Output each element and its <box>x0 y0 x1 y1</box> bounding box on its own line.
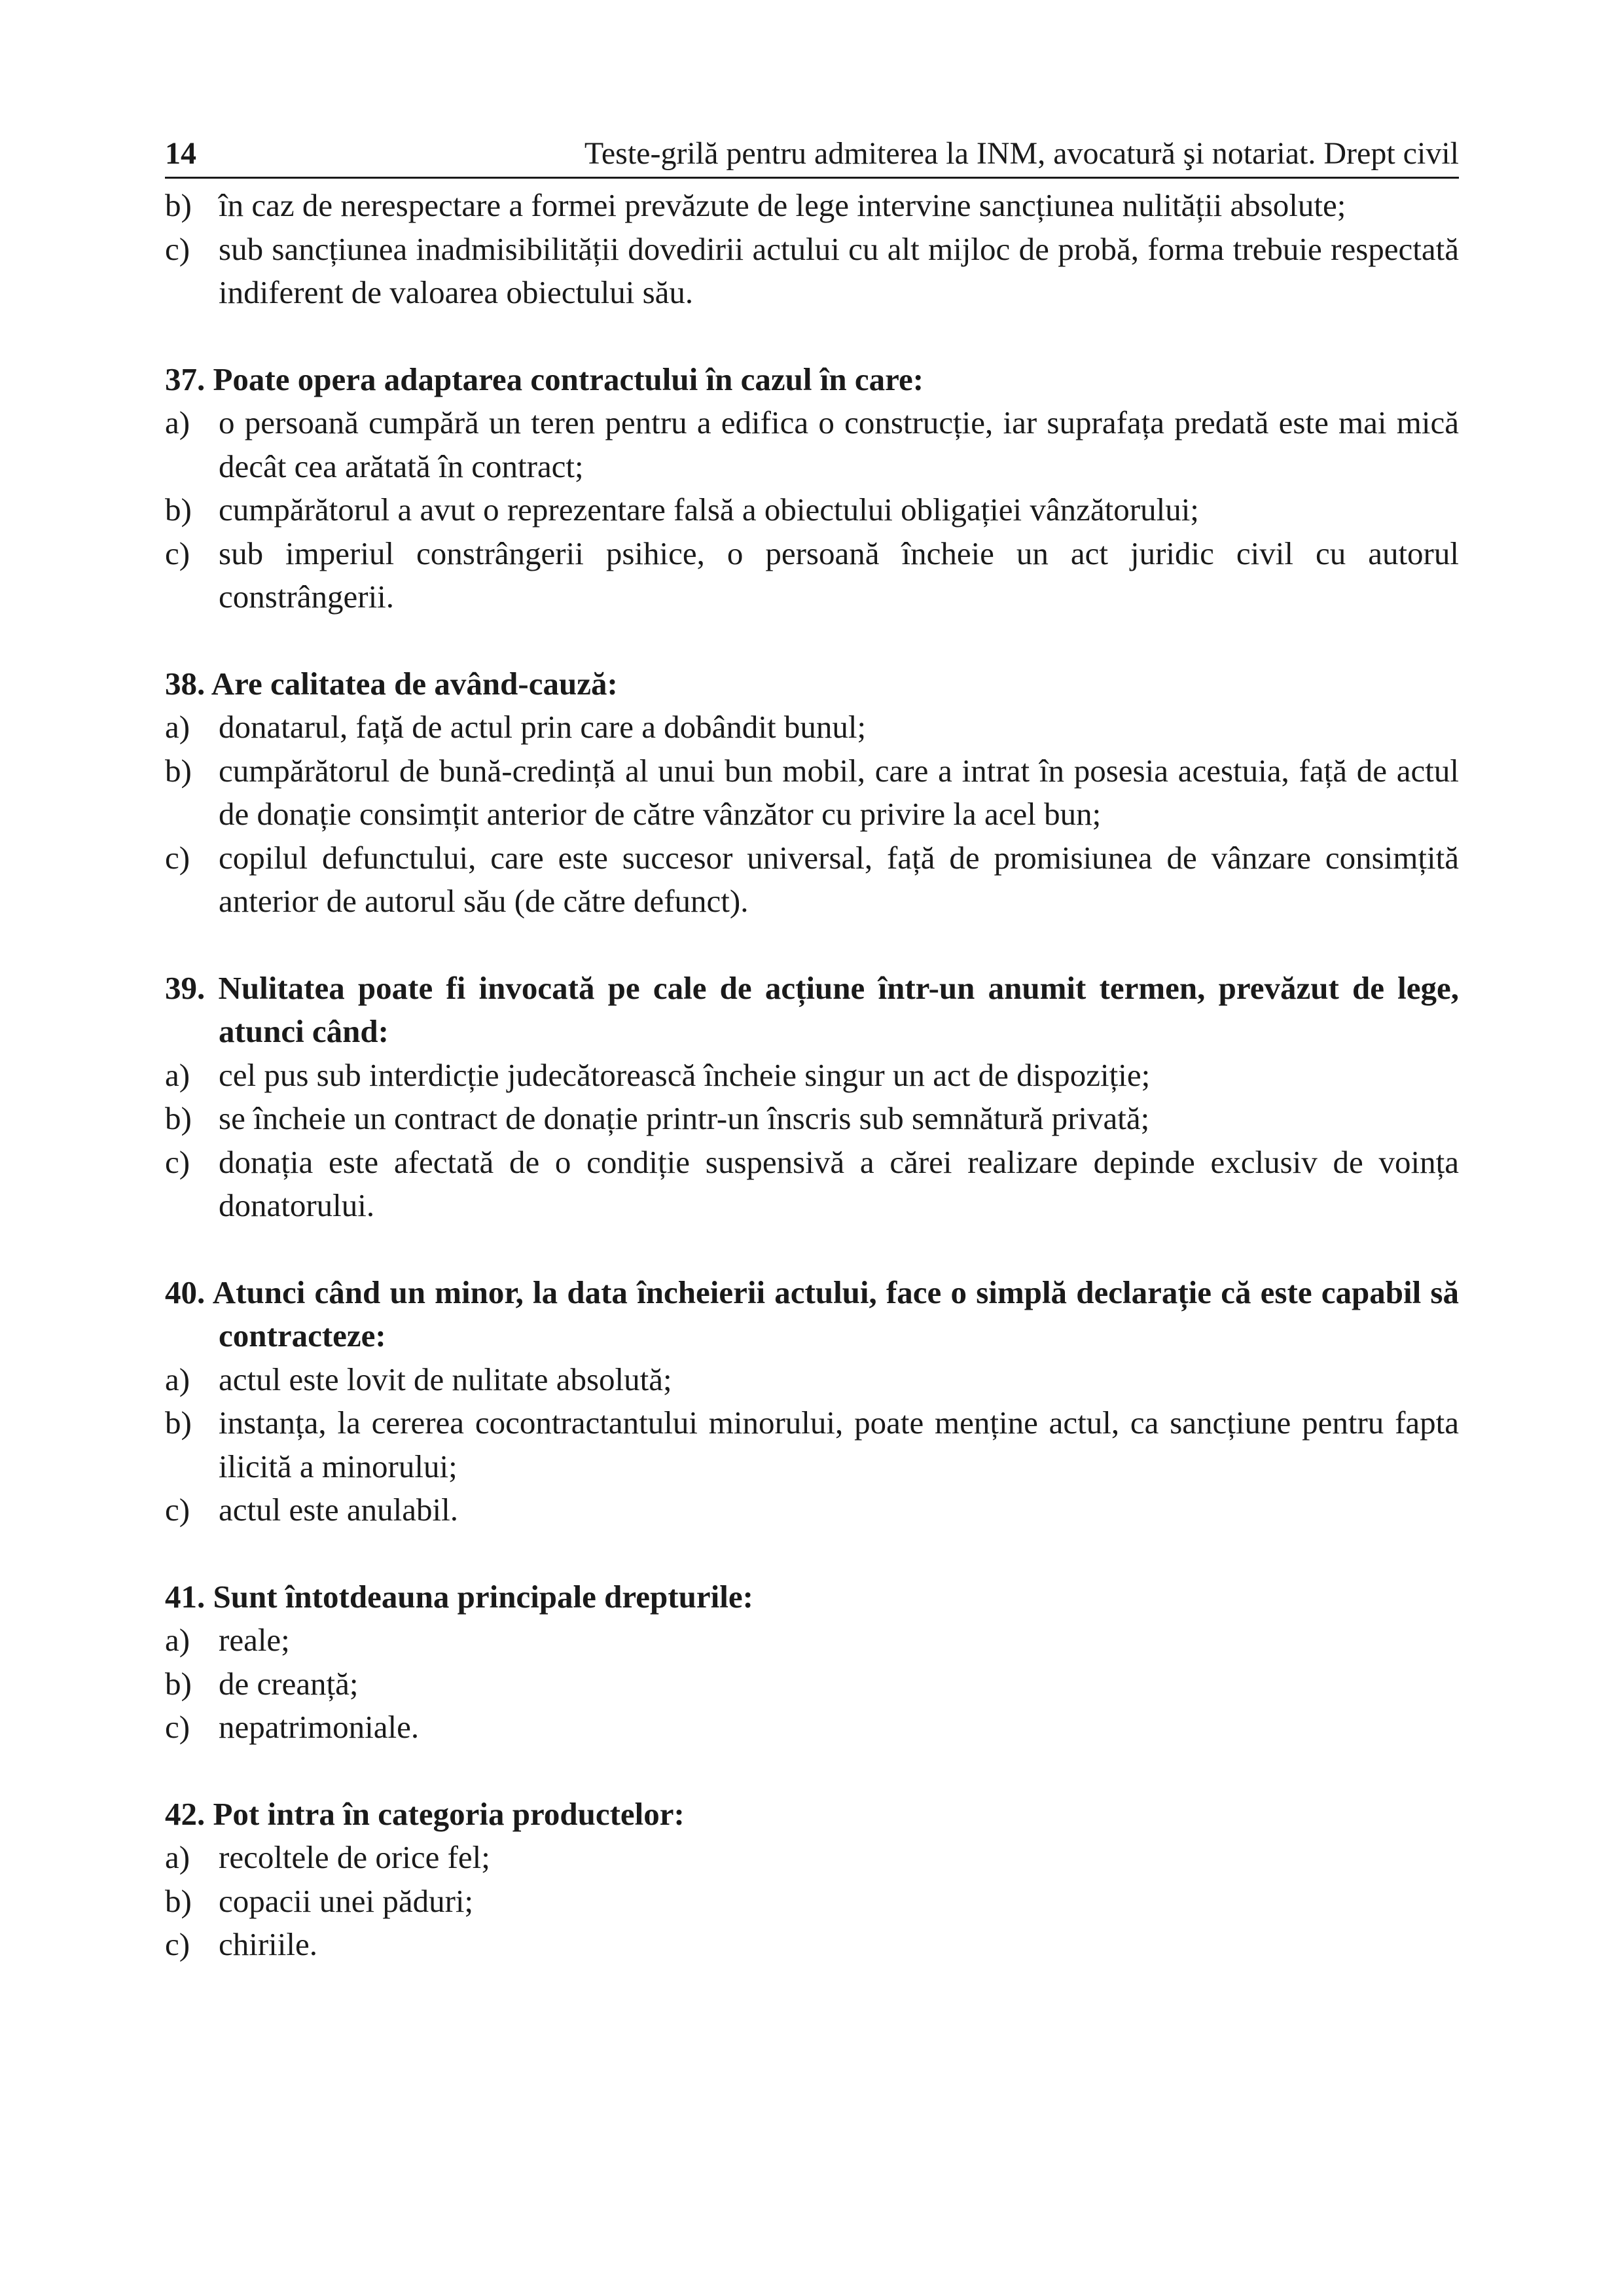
question-39 <box>165 967 1459 1228</box>
option-text: sub imperiul constrângerii psihice, o persoană încheie un act juridic civil cu autorul constrângerii. <box>219 535 1459 615</box>
question-42 <box>165 1793 1459 1967</box>
answer-option <box>165 228 1459 315</box>
question-36-continued <box>165 184 1459 315</box>
option-text: cel pus sub interdicție judecătorească încheie singur un act de dispoziție; <box>219 1056 1151 1093</box>
answer-option <box>165 706 1459 749</box>
question-number: 41. <box>165 1578 206 1615</box>
option-letter: a) <box>165 1622 190 1658</box>
answer-option <box>165 184 1459 228</box>
question-number: 40. <box>165 1274 206 1310</box>
answer-option <box>165 1923 1459 1967</box>
question-title <box>165 967 1459 1054</box>
option-text: recoltele de orice fel; <box>219 1839 490 1875</box>
question-title <box>165 1793 1459 1837</box>
answer-option <box>165 1880 1459 1924</box>
option-letter: b) <box>165 187 192 223</box>
option-text: o persoană cumpără un teren pentru a edifica o construcție, iar suprafața predată este mai mică decât cea arătată în contract; <box>219 404 1459 484</box>
option-letter: c) <box>165 839 190 876</box>
answer-option <box>165 1401 1459 1488</box>
option-letter: b) <box>165 1665 192 1702</box>
option-letter: b) <box>165 752 192 789</box>
answer-option <box>165 1141 1459 1228</box>
option-letter: a) <box>165 1839 190 1875</box>
question-number: 42. <box>165 1795 206 1832</box>
page-header <box>165 131 1459 179</box>
option-text: cumpărătorul de bună-credință al unui bun mobil, care a intrat în posesia acestuia, față de actul de donație consimțit anterior de către vânzător cu privire la acel bun; <box>219 752 1459 832</box>
option-text: copacii unei păduri; <box>219 1882 474 1919</box>
answer-option <box>165 1488 1459 1532</box>
option-letter: b) <box>165 492 192 528</box>
question-title <box>165 662 1459 706</box>
answer-option <box>165 532 1459 619</box>
option-letter: c) <box>165 1143 190 1180</box>
question-number: 37. <box>165 361 206 397</box>
question-text: Pot intra în categoria productelor: <box>213 1795 685 1832</box>
option-letter: c) <box>165 535 190 571</box>
question-38 <box>165 662 1459 924</box>
question-title <box>165 1575 1459 1619</box>
answer-option <box>165 488 1459 532</box>
answer-option <box>165 749 1459 836</box>
option-text: actul este lovit de nulitate absolută; <box>219 1361 672 1397</box>
option-text: în caz de nerespectare a formei prevăzute de lege intervine sancțiunea nulității absolute; <box>219 187 1346 223</box>
answer-option <box>165 1054 1459 1098</box>
option-text: chiriile. <box>219 1926 318 1962</box>
option-text: copilul defunctului, care este succesor universal, față de promisiunea de vânzare consimțită anterior de autorul său (de către defunct). <box>219 839 1459 919</box>
option-letter: b) <box>165 1405 192 1441</box>
answer-option <box>165 401 1459 488</box>
question-40 <box>165 1271 1459 1532</box>
option-letter: c) <box>165 230 190 267</box>
answer-option <box>165 1097 1459 1141</box>
option-letter: c) <box>165 1926 190 1962</box>
option-text: donația este afectată de o condiție suspensivă a cărei realizare depinde exclusiv de voința donatorului. <box>219 1143 1459 1223</box>
question-title <box>165 358 1459 402</box>
answer-option <box>165 1619 1459 1662</box>
option-text: donatarul, față de actul prin care a dobândit bunul; <box>219 709 867 745</box>
question-text: Sunt întotdeauna principale drepturile: <box>213 1578 753 1615</box>
option-text: cumpărătorul a avut o reprezentare falsă a obiectului obligației vânzătorului; <box>219 492 1199 528</box>
option-letter: b) <box>165 1882 192 1919</box>
question-41 <box>165 1575 1459 1749</box>
question-text: Are calitatea de având-cauză: <box>211 665 618 702</box>
option-letter: b) <box>165 1100 192 1136</box>
option-text: instanța, la cererea cocontractantului minorului, poate menține actul, ca sancțiune pentru fapta ilicită a minorului; <box>219 1405 1459 1484</box>
option-letter: a) <box>165 709 190 745</box>
answer-option <box>165 836 1459 924</box>
option-text: se încheie un contract de donație printr-un înscris sub semnătură privată; <box>219 1100 1150 1136</box>
page-content <box>165 184 1459 1967</box>
option-letter: a) <box>165 1056 190 1093</box>
question-text: Atunci când un minor, la data încheierii actului, face o simplă declarație că este capabil să contracteze: <box>212 1274 1460 1354</box>
option-letter: c) <box>165 1492 190 1528</box>
question-37 <box>165 358 1459 619</box>
answer-option <box>165 1706 1459 1749</box>
answer-option <box>165 1836 1459 1880</box>
answer-option <box>165 1662 1459 1706</box>
option-text: reale; <box>219 1622 290 1658</box>
option-text: de creanță; <box>219 1665 359 1702</box>
option-letter: a) <box>165 404 190 440</box>
option-letter: a) <box>165 1361 190 1397</box>
question-text: Nulitatea poate fi invocată pe cale de acțiune într-un anumit termen, prevăzut de lege, atunci când: <box>218 969 1460 1049</box>
book-page <box>165 131 1459 1967</box>
question-title <box>165 1271 1459 1358</box>
page-number: 14 <box>165 136 196 171</box>
question-text: Poate opera adaptarea contractului în cazul în care: <box>213 361 924 397</box>
question-number: 39. <box>165 969 206 1006</box>
running-title: Teste-grilă pentru admiterea la INM, avocatură şi notariat. Drept civil <box>584 136 1459 171</box>
option-text: nepatrimoniale. <box>219 1709 420 1745</box>
option-letter: c) <box>165 1709 190 1745</box>
answer-option <box>165 1358 1459 1402</box>
option-text: sub sancțiunea inadmisibilității dovedirii actului cu alt mijloc de probă, forma trebuie respectată indiferent de valoarea obiectului său. <box>219 230 1459 310</box>
option-text: actul este anulabil. <box>219 1492 458 1528</box>
question-number: 38. <box>165 665 206 702</box>
